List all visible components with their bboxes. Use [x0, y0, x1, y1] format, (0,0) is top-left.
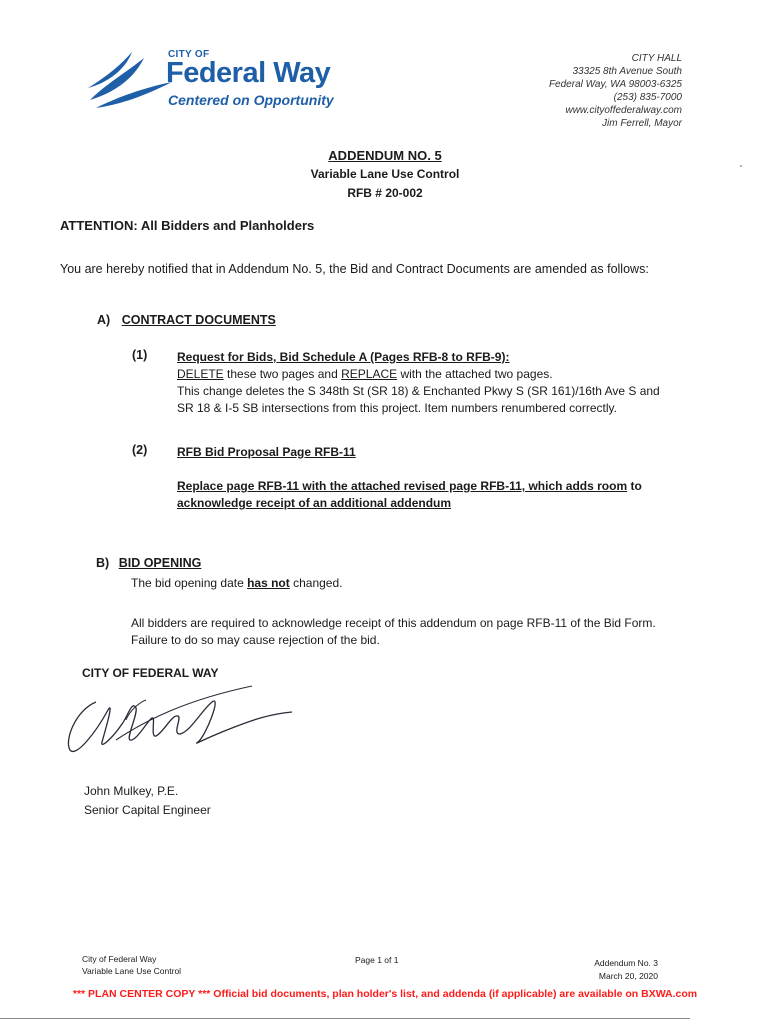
plan-center-notice: *** PLAN CENTER COPY *** Official bid documents, plan holder's list, and addenda (if applicable) are available on BXWA.com — [72, 988, 698, 1000]
has-not-emphasis: has not — [247, 576, 290, 590]
wave-logo-icon — [86, 48, 178, 110]
address-line: Federal Way, WA 98003-6325 — [548, 79, 682, 90]
footer-project: Variable Lane Use Control — [82, 966, 182, 976]
city-hall-address — [549, 52, 682, 130]
footer-right — [594, 957, 658, 983]
bid-opening-text: The bid opening date — [131, 576, 248, 590]
page-number: Page 1 of 1 — [355, 955, 399, 965]
item-2-instruction-underlined: Replace page RFB-11 with the attached revised page RFB-11, which adds room — [177, 479, 628, 493]
instruction-text: these two pages and — [223, 367, 342, 381]
section-b-heading — [96, 556, 201, 570]
footer-left — [82, 953, 181, 977]
footer-date: March 20, 2020 — [598, 971, 658, 981]
signer-name: John Mulkey, P.E. — [84, 784, 179, 798]
section-a-title: CONTRACT DOCUMENTS — [121, 313, 276, 327]
logo-name: Federal Way — [166, 57, 331, 89]
item-1-instruction — [177, 366, 677, 383]
item-1-heading: Request for Bids, Bid Schedule A (Pages RFB-8 to RFB-9): — [177, 350, 510, 364]
address-line: CITY HALL — [631, 53, 682, 64]
signature-org: CITY OF FEDERAL WAY — [82, 666, 219, 680]
signer-block — [84, 782, 211, 820]
item-2-body — [177, 444, 677, 512]
bid-opening-line — [131, 575, 671, 592]
section-b-label: B) — [96, 556, 110, 570]
address-line: (253) 835-7000 — [613, 92, 682, 103]
intro-paragraph: You are hereby notified that in Addendum No. 5, the Bid and Contract Documents are amended as follows: — [60, 262, 649, 276]
project-name: Variable Lane Use Control — [310, 167, 460, 181]
item-2-number: (2) — [132, 443, 148, 457]
item-2-instruction-line2: acknowledge receipt of an additional addendum — [177, 496, 452, 510]
delete-word: DELETE — [177, 367, 224, 381]
footer-addendum: Addendum No. 3 — [594, 958, 658, 968]
item-1-description: This change deletes the S 348th St (SR 18) & Enchanted Pkwy S (SR 161)/16th Ave S and SR 18 & I-5 SB intersections from this project. Item numbers renumbered correctly. — [177, 384, 660, 415]
address-link[interactable]: www.cityoffederalway.com — [565, 105, 682, 116]
attention-line: ATTENTION: All Bidders and Planholders — [60, 218, 315, 233]
signer-title: Senior Capital Engineer — [84, 803, 211, 817]
address-line: Jim Ferrell, Mayor — [601, 118, 682, 129]
item-2-instruction-tail: to — [627, 479, 642, 493]
item-2-heading: RFB Bid Proposal Page RFB-11 — [177, 445, 356, 459]
item-1-body — [177, 349, 677, 417]
city-logo — [86, 46, 366, 116]
address-line: 33325 8th Avenue South — [572, 66, 682, 77]
section-b-title: BID OPENING — [118, 556, 202, 570]
rfb-number: RFB # 20-002 — [347, 186, 423, 200]
item-1-number: (1) — [132, 348, 148, 362]
replace-word: REPLACE — [341, 367, 398, 381]
instruction-text: with the attached two pages. — [397, 367, 553, 381]
logo-city-of: CITY OF — [168, 49, 210, 60]
section-a-label: A) — [97, 313, 111, 327]
footer-org: City of Federal Way — [82, 954, 157, 964]
bottom-divider — [0, 1018, 690, 1019]
document-heading — [0, 146, 770, 203]
acknowledge-paragraph: All bidders are required to acknowledge receipt of this addendum on page RFB-11 of the Bid Form. Failure to do so may cause rejection of the bid. — [131, 616, 656, 647]
addendum-number: ADDENDUM NO. 5 — [328, 148, 442, 163]
logo-tagline: Centered on Opportunity — [168, 92, 334, 108]
bid-opening-text: changed. — [289, 576, 343, 590]
handwritten-signature-icon — [56, 680, 306, 770]
section-a-heading — [97, 313, 276, 327]
item-2-instruction — [177, 478, 677, 495]
